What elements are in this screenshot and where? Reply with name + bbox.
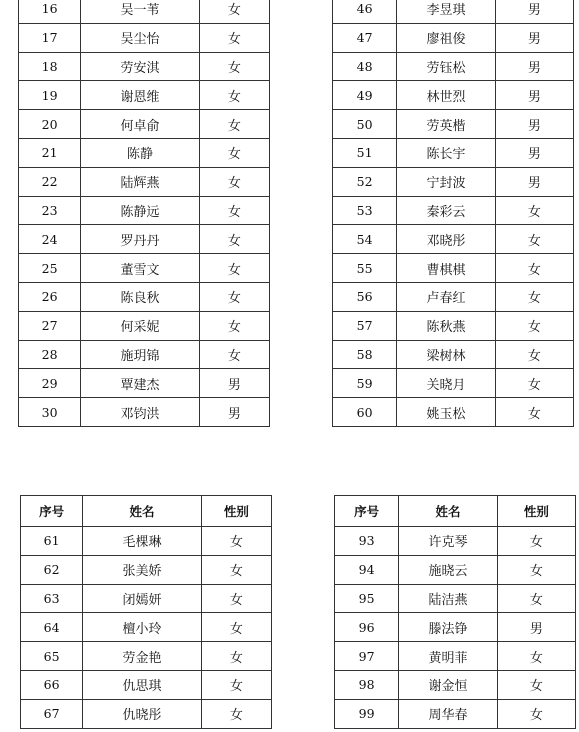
header-sex: 性别 (497, 496, 575, 527)
cell-number: 26 (19, 282, 81, 311)
table-row (21, 670, 272, 699)
table-row (333, 340, 574, 369)
cell-gender: 女 (199, 23, 269, 52)
table-row (19, 398, 270, 427)
roster-table-bottom-left (20, 495, 272, 729)
cell-gender: 女 (201, 613, 271, 642)
table-row (19, 254, 270, 283)
cell-name: 李昱琪 (397, 0, 495, 23)
table-row (333, 138, 574, 167)
table-row (19, 167, 270, 196)
cell-number: 95 (335, 584, 399, 613)
cell-number: 66 (21, 670, 83, 699)
cell-gender: 女 (495, 340, 573, 369)
table-row (19, 110, 270, 139)
table-row (333, 23, 574, 52)
cell-name: 檀小玲 (83, 613, 201, 642)
cell-name: 施玥锦 (81, 340, 199, 369)
cell-gender: 男 (495, 138, 573, 167)
cell-number: 18 (19, 52, 81, 81)
cell-name: 何卓俞 (81, 110, 199, 139)
cell-gender: 男 (495, 81, 573, 110)
cell-name: 林世烈 (397, 81, 495, 110)
table-row (21, 527, 272, 556)
table-row (19, 369, 270, 398)
cell-name: 罗丹丹 (81, 225, 199, 254)
cell-number: 52 (333, 167, 397, 196)
cell-gender: 女 (199, 340, 269, 369)
table-row (335, 613, 576, 642)
table-row (19, 340, 270, 369)
cell-number: 16 (19, 0, 81, 23)
cell-gender: 女 (495, 311, 573, 340)
table-row (21, 642, 272, 671)
cell-gender: 女 (199, 81, 269, 110)
cell-number: 17 (19, 23, 81, 52)
cell-name: 曹棋棋 (397, 254, 495, 283)
cell-number: 20 (19, 110, 81, 139)
cell-number: 50 (333, 110, 397, 139)
cell-gender: 女 (199, 311, 269, 340)
cell-name: 劳金艳 (83, 642, 201, 671)
cell-gender: 女 (497, 699, 575, 728)
table-row (19, 0, 270, 23)
cell-name: 滕法铮 (399, 613, 497, 642)
cell-number: 93 (335, 527, 399, 556)
cell-name: 陈良秋 (81, 282, 199, 311)
cell-gender: 女 (199, 52, 269, 81)
cell-name: 秦彩云 (397, 196, 495, 225)
cell-gender: 女 (199, 254, 269, 283)
cell-number: 25 (19, 254, 81, 283)
roster-table-bottom-right (334, 495, 576, 729)
cell-number: 22 (19, 167, 81, 196)
cell-name: 关晓月 (397, 369, 495, 398)
cell-gender: 男 (495, 0, 573, 23)
cell-number: 51 (333, 138, 397, 167)
cell-number: 27 (19, 311, 81, 340)
cell-gender: 女 (495, 282, 573, 311)
cell-number: 53 (333, 196, 397, 225)
cell-name: 许克琴 (399, 527, 497, 556)
cell-gender: 女 (497, 642, 575, 671)
cell-name: 卢春红 (397, 282, 495, 311)
table-row (335, 670, 576, 699)
cell-number: 62 (21, 555, 83, 584)
table-row (19, 138, 270, 167)
cell-gender: 男 (495, 52, 573, 81)
table-row (333, 52, 574, 81)
cell-name: 宁封波 (397, 167, 495, 196)
header-sex: 性别 (201, 496, 271, 527)
roster-table-top-left (18, 0, 270, 427)
header-name: 姓名 (399, 496, 497, 527)
cell-gender: 女 (201, 584, 271, 613)
cell-name: 黄明菲 (399, 642, 497, 671)
cell-name: 陈长宇 (397, 138, 495, 167)
cell-name: 陈静 (81, 138, 199, 167)
cell-name: 劳英楷 (397, 110, 495, 139)
cell-name: 廖祖俊 (397, 23, 495, 52)
cell-number: 58 (333, 340, 397, 369)
cell-name: 闭嫣妍 (83, 584, 201, 613)
cell-gender: 男 (495, 110, 573, 139)
cell-name: 何采妮 (81, 311, 199, 340)
cell-number: 46 (333, 0, 397, 23)
cell-number: 49 (333, 81, 397, 110)
cell-number: 59 (333, 369, 397, 398)
cell-gender: 女 (497, 584, 575, 613)
cell-gender: 女 (497, 555, 575, 584)
cell-number: 65 (21, 642, 83, 671)
cell-number: 19 (19, 81, 81, 110)
table-row (333, 311, 574, 340)
cell-gender: 男 (495, 167, 573, 196)
cell-number: 21 (19, 138, 81, 167)
cell-number: 98 (335, 670, 399, 699)
cell-gender: 女 (199, 167, 269, 196)
cell-name: 谢金恒 (399, 670, 497, 699)
cell-name: 周华春 (399, 699, 497, 728)
table-row (333, 167, 574, 196)
cell-number: 47 (333, 23, 397, 52)
cell-number: 24 (19, 225, 81, 254)
table-row (333, 369, 574, 398)
table-row (333, 110, 574, 139)
cell-name: 仇晓彤 (83, 699, 201, 728)
cell-number: 96 (335, 613, 399, 642)
table-row (19, 225, 270, 254)
table-row (19, 311, 270, 340)
cell-number: 23 (19, 196, 81, 225)
cell-name: 邓晓彤 (397, 225, 495, 254)
cell-gender: 女 (201, 670, 271, 699)
table-row (333, 254, 574, 283)
cell-number: 60 (333, 398, 397, 427)
table-row (333, 196, 574, 225)
cell-gender: 女 (199, 282, 269, 311)
header-name: 姓名 (83, 496, 201, 527)
cell-name: 董雪文 (81, 254, 199, 283)
cell-number: 28 (19, 340, 81, 369)
table-row (21, 613, 272, 642)
table-header-row (21, 496, 272, 527)
cell-gender: 女 (199, 196, 269, 225)
header-no: 序号 (21, 496, 83, 527)
table-row (19, 196, 270, 225)
table-row (333, 81, 574, 110)
cell-name: 吴一苇 (81, 0, 199, 23)
cell-gender: 女 (495, 225, 573, 254)
cell-name: 陆辉燕 (81, 167, 199, 196)
cell-gender: 男 (497, 613, 575, 642)
table-row (333, 398, 574, 427)
cell-name: 吴尘怡 (81, 23, 199, 52)
table-row (333, 225, 574, 254)
cell-name: 劳钰松 (397, 52, 495, 81)
table-row (335, 642, 576, 671)
cell-number: 99 (335, 699, 399, 728)
cell-gender: 男 (199, 398, 269, 427)
cell-number: 97 (335, 642, 399, 671)
cell-name: 施晓云 (399, 555, 497, 584)
cell-name: 张美娇 (83, 555, 201, 584)
table-row (333, 0, 574, 23)
table-row (19, 23, 270, 52)
cell-number: 48 (333, 52, 397, 81)
cell-gender: 女 (199, 138, 269, 167)
table-row (335, 699, 576, 728)
cell-name: 毛棵琳 (83, 527, 201, 556)
cell-name: 劳安淇 (81, 52, 199, 81)
table-row (21, 699, 272, 728)
cell-number: 61 (21, 527, 83, 556)
cell-name: 陈静远 (81, 196, 199, 225)
cell-gender: 女 (495, 254, 573, 283)
cell-gender: 女 (497, 527, 575, 556)
cell-name: 谢恩维 (81, 81, 199, 110)
cell-gender: 女 (495, 196, 573, 225)
cell-gender: 女 (495, 369, 573, 398)
cell-gender: 男 (495, 23, 573, 52)
cell-gender: 女 (199, 110, 269, 139)
cell-gender: 女 (201, 699, 271, 728)
table-header-row (335, 496, 576, 527)
header-no: 序号 (335, 496, 399, 527)
cell-name: 邓钧洪 (81, 398, 199, 427)
cell-gender: 女 (497, 670, 575, 699)
table-row (21, 584, 272, 613)
table-row (335, 527, 576, 556)
cell-number: 55 (333, 254, 397, 283)
table-row (19, 282, 270, 311)
cell-gender: 女 (201, 527, 271, 556)
cell-gender: 男 (199, 369, 269, 398)
cell-number: 94 (335, 555, 399, 584)
cell-gender: 女 (495, 398, 573, 427)
table-row (333, 282, 574, 311)
cell-name: 仇思琪 (83, 670, 201, 699)
cell-gender: 女 (199, 0, 269, 23)
table-row (19, 81, 270, 110)
cell-number: 67 (21, 699, 83, 728)
cell-name: 梁树林 (397, 340, 495, 369)
roster-table-top-right (332, 0, 574, 427)
cell-number: 57 (333, 311, 397, 340)
table-row (21, 555, 272, 584)
cell-name: 陆洁燕 (399, 584, 497, 613)
cell-gender: 女 (201, 555, 271, 584)
cell-number: 64 (21, 613, 83, 642)
cell-number: 56 (333, 282, 397, 311)
cell-number: 54 (333, 225, 397, 254)
cell-number: 29 (19, 369, 81, 398)
cell-gender: 女 (199, 225, 269, 254)
cell-gender: 女 (201, 642, 271, 671)
cell-name: 覃建杰 (81, 369, 199, 398)
table-row (335, 584, 576, 613)
table-row (335, 555, 576, 584)
cell-number: 30 (19, 398, 81, 427)
cell-name: 姚玉松 (397, 398, 495, 427)
table-row (19, 52, 270, 81)
cell-name: 陈秋燕 (397, 311, 495, 340)
cell-number: 63 (21, 584, 83, 613)
